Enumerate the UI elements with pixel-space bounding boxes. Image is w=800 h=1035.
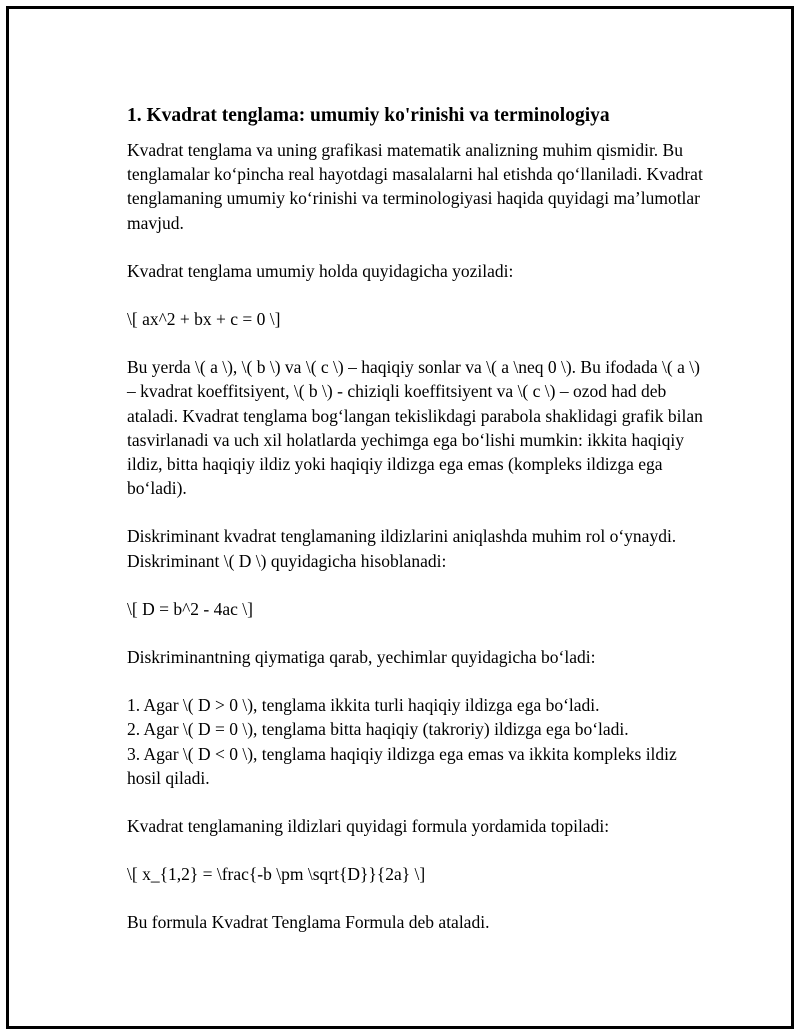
roots-formula: \[ x_{1,2} = \frac{-b \pm \sqrt{D}}{2a} \] [127,864,426,885]
case-item-zero: 2. Agar \( D = 0 \), tenglama bitta haqiqiy (takroriy) ildizga ega bo‘ladi. [127,719,629,740]
case-item-positive: 1. Agar \( D > 0 \), tenglama ikkita turli haqiqiy ildizga ega bo‘ladi. [127,695,600,716]
general-form-formula: \[ ax^2 + bx + c = 0 \] [127,309,281,330]
closing-paragraph: Bu formula Kvadrat Tenglama Formula deb ataladi. [127,912,490,933]
discriminant-formula: \[ D = b^2 - 4ac \] [127,598,253,619]
intro-paragraph: Kvadrat tenglama va uning grafikasi matematik analizning muhim qismidir. Bu tenglamalar ko‘pincha real hayotdagi masalalarni hal etishda qo‘llaniladi. Kvadrat tenglamaning umumiy ko‘rinishi va terminologiyasi haqida quyidagi ma’lumotlar mavjud. [127,140,703,233]
cases-intro: Diskriminantning qiymatiga qarab, yechimlar quyidagicha bo‘ladi: [127,647,596,668]
discriminant-intro: Diskriminant kvadrat tenglamaning ildizlarini aniqlashda muhim rol o‘ynaydi. Diskriminant \( D \) quyidagicha hisoblanadi: [127,526,677,571]
roots-intro: Kvadrat tenglamaning ildizlari quyidagi formula yordamida topiladi: [127,816,610,837]
case-item-negative: 3. Agar \( D < 0 \), tenglama haqiqiy ildizga ega emas va ikkita kompleks ildiz hosil qiladi. [127,743,677,788]
cases-list [127,693,707,790]
section-heading: 1. Kvadrat tenglama: umumiy ko'rinishi va terminologiya [127,105,610,126]
general-form-intro: Kvadrat tenglama umumiy holda quyidagicha yoziladi: [127,260,514,281]
terms-explanation-paragraph: Bu yerda \( a \), \( b \) va \( c \) – haqiqiy sonlar va \( a \neq 0 \). Bu ifodada \( a \) – kvadrat koeffitsiyent, \( b \) - chiziqli koeffitsiyent va \( c \) – ozod had deb ataladi. Kvadrat tenglama bog‘langan tekislikdagi parabola shaklidagi grafik bilan tasvirlanadi va uch xil holatlarda yechimga ega bo‘lishi mumkin: ikkita haqiqiy ildiz, bitta haqiqiy ildiz yoki haqiqiy ildizga ega emas (kompleks ildizga ega bo‘ladi). [127,357,703,499]
document-body [127,104,707,959]
page-frame [6,6,794,1029]
